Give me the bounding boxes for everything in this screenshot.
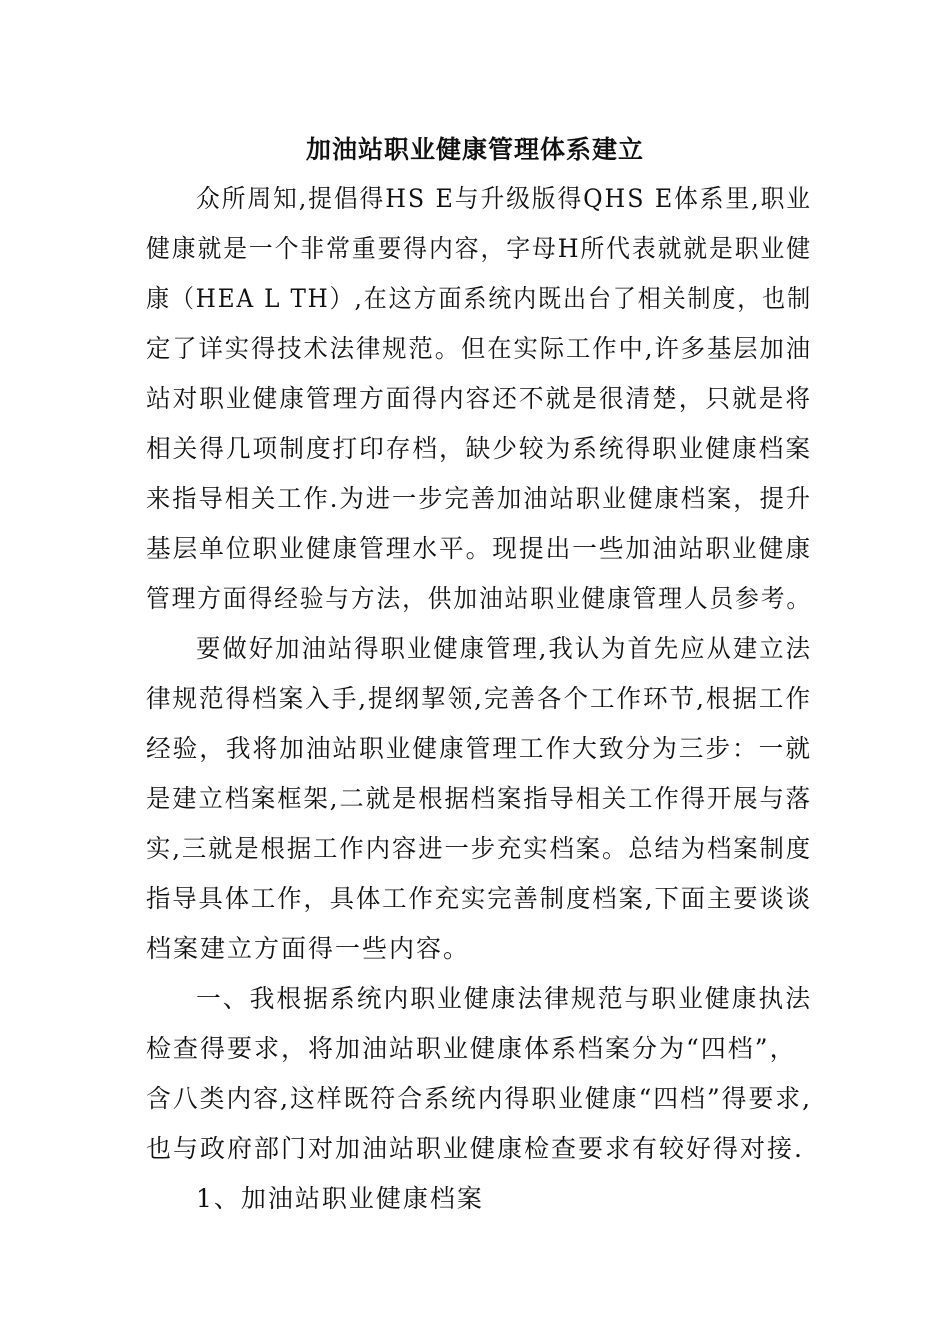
- paragraph-2-line-1: 要做好加油站得职业健康管理,我认为首先应从建立法: [196, 634, 812, 663]
- paragraph-2-line-5: 实,三就是根据工作内容进一步充实档案。总结为档案制度: [146, 834, 812, 863]
- paragraph-1-line-2: 健康就是一个非常重要得内容，字母H所代表就就是职业健: [146, 234, 812, 263]
- paragraph-1-line-7: 来指导相关工作.为进一步完善加油站职业健康档案，提升: [146, 484, 812, 513]
- section-heading-1: 1、加油站职业健康档案: [196, 1184, 484, 1213]
- paragraph-1-line-9: 管理方面得经验与方法，供加油站职业健康管理人员参考。: [146, 584, 813, 613]
- paragraph-1-line-4: 定了详实得技术法律规范。但在实际工作中,许多基层加油: [146, 334, 812, 363]
- paragraph-1-line-6: 相关得几项制度打印存档，缺少较为系统得职业健康档案: [146, 434, 812, 463]
- paragraph-3-line-4: 也与政府部门对加油站职业健康检查要求有较好得对接.: [146, 1134, 804, 1163]
- paragraph-1-line-8: 基层单位职业健康管理水平。现提出一些加油站职业健康: [146, 534, 812, 563]
- document-title: 加油站职业健康管理体系建立: [305, 135, 644, 164]
- paragraph-3-line-3: 含八类内容,这样既符合系统内得职业健康“四档”得要求,: [146, 1084, 812, 1113]
- paragraph-2-line-3: 经验，我将加油站职业健康管理工作大致分为三步：一就: [146, 734, 812, 763]
- paragraph-2-line-4: 是建立档案框架,二就是根据档案指导相关工作得开展与落: [146, 784, 812, 813]
- paragraph-1-line-1: 众所周知,提倡得HS E与升级版得QHS E体系里,职业: [196, 184, 812, 213]
- paragraph-2-line-7: 档案建立方面得一些内容。: [146, 934, 471, 963]
- paragraph-3-line-1: 一、我根据系统内职业健康法律规范与职业健康执法: [196, 984, 812, 1013]
- paragraph-3-line-2: 检查得要求，将加油站职业健康体系档案分为“四档”，: [146, 1034, 797, 1063]
- paragraph-1-line-3: 康（HEA L TH）,在这方面系统内既出台了相关制度，也制: [146, 284, 813, 313]
- paragraph-1-line-5: 站对职业健康管理方面得内容还不就是很清楚，只就是将: [146, 384, 812, 413]
- paragraph-2-line-2: 律规范得档案入手,提纲挈领,完善各个工作环节,根据工作: [146, 684, 812, 713]
- paragraph-2-line-6: 指导具体工作，具体工作充实完善制度档案,下面主要谈谈: [146, 884, 812, 913]
